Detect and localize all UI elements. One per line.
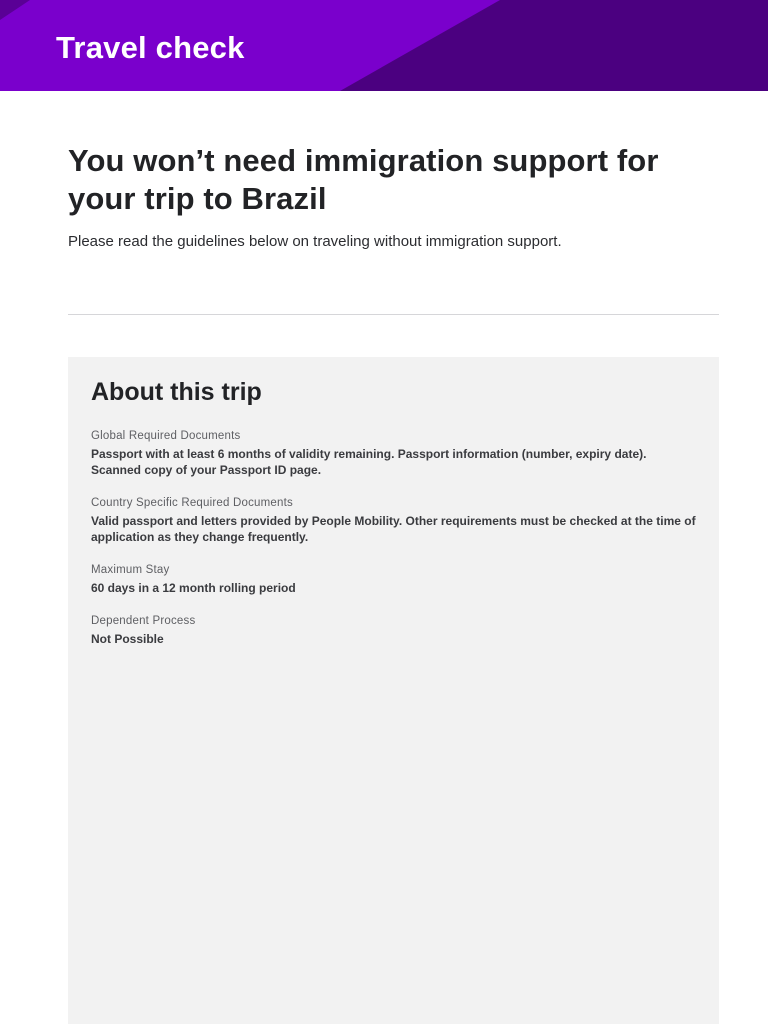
field-label: Dependent Process (91, 615, 196, 627)
section-divider (68, 314, 719, 315)
field-dependent-process (91, 614, 696, 647)
app-title: Travel check (56, 30, 245, 65)
page-subtext: Please read the guidelines below on traveling without immigration support. (68, 233, 562, 250)
about-trip-title: About this trip (91, 378, 262, 406)
field-country-specific-documents (91, 496, 696, 545)
field-label: Global Required Documents (91, 430, 241, 442)
field-label: Maximum Stay (91, 564, 170, 576)
page-header (0, 0, 768, 91)
intro-section (68, 142, 718, 251)
field-maximum-stay (91, 563, 696, 596)
field-value: Passport with at least 6 months of validity remaining. Passport information (number, expiry date). Scanned copy of your Passport ID page. (91, 447, 647, 477)
page-headline: You won’t need immigration support for your trip to Brazil (68, 143, 659, 216)
field-value: Valid passport and letters provided by People Mobility. Other requirements must be checked at the time of application as they change frequently. (91, 514, 696, 544)
field-label: Country Specific Required Documents (91, 497, 293, 509)
field-value: 60 days in a 12 month rolling period (91, 581, 296, 595)
about-trip-card (68, 357, 719, 1024)
field-value: Not Possible (91, 632, 164, 646)
field-global-required-documents (91, 429, 696, 478)
